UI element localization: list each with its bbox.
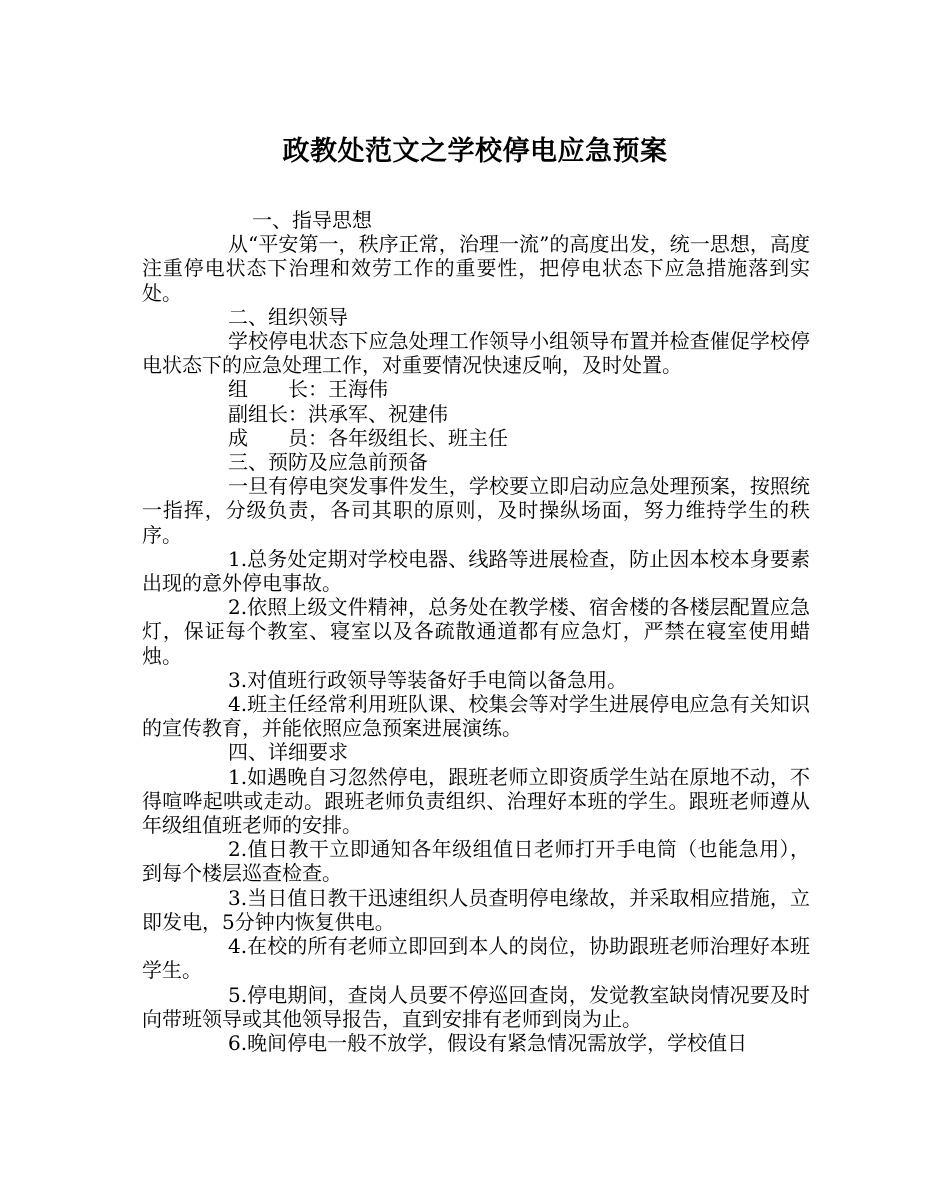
list-item: 4.在校的所有老师立即回到本人的岗位，协助跟班老师治理好本班学生。 (142, 934, 810, 983)
list-item: 2.依照上级文件精神，总务处在教学楼、宿舍楼的各楼层配置应急灯，保证每个教室、寝室以及各疏散通道都有应急灯，严禁在寝室使用蜡烛。 (142, 595, 810, 668)
section-heading-guiding-ideology: 一、指导思想 (252, 208, 372, 232)
paragraph: 学校停电状态下应急处理工作领导小组领导布置并检查催促学校停电状态下的应急处理工作，对重要情况快速反响，及时处置。 (142, 329, 810, 378)
list-item: 1.总务处定期对学校电器、线路等进展检查，防止因本校本身要素出现的意外停电事故。 (142, 546, 810, 596)
section-heading-prevention: 三、预防及应急前预备 (228, 450, 428, 475)
list-item: 2.值日教干立即通知各年级组值日老师打开手电筒（也能急用），到每个楼层巡查检查。 (142, 837, 810, 886)
list-item: 6.晚间停电一般不放学，假设有紧急情况需放学，学校值日 (228, 1030, 748, 1055)
list-item: 1.如遇晚自习忽然停电，跟班老师立即资质学生站在原地不动，不得喧哗起哄或走动。跟班老师负责组织、治理好本班的学生。跟班老师遵从年级组值班老师的安排。 (142, 764, 810, 838)
paragraph: 一旦有停电突发事件发生，学校要立即启动应急处理预案，按照统一指挥，分级负责，各司其职的原则，及时操纵场面，努力维持学生的秩序。 (142, 474, 810, 547)
section-heading-organization: 二、组织领导 (228, 304, 348, 329)
list-item: 4.班主任经常利用班队课、校集会等对学生进展停电应急有关知识的宣传教育，并能依照应急预案进展演练。 (142, 692, 810, 741)
team-leader-line: 组 长：王海伟 (228, 377, 388, 402)
document-title: 政教处范文之学校停电应急预案 (282, 136, 668, 167)
list-item: 3.当日值日教干迅速组织人员查明停电缘故，并采取相应措施，立即发电，5分钟内恢复供电。 (142, 885, 810, 934)
members-line: 成 员：各年级组长、班主任 (228, 425, 508, 450)
paragraph: 从“平安第一，秩序正常，治理一流”的高度出发，统一思想，高度注重停电状态下治理和效劳工作的重要性，把停电状态下应急措施落到实处。 (142, 232, 810, 305)
list-item: 3.对值班行政领导等装备好手电筒以备急用。 (228, 667, 628, 692)
list-item: 5.停电期间，查岗人员要不停巡回查岗，发觉教室缺岗情况要及时向带班领导或其他领导报告，直到安排有老师到岗为止。 (142, 982, 810, 1031)
document-body (142, 208, 810, 1055)
section-heading-requirements: 四、详细要求 (228, 740, 348, 765)
deputy-leader-line: 副组长：洪承军、祝建伟 (228, 401, 448, 426)
